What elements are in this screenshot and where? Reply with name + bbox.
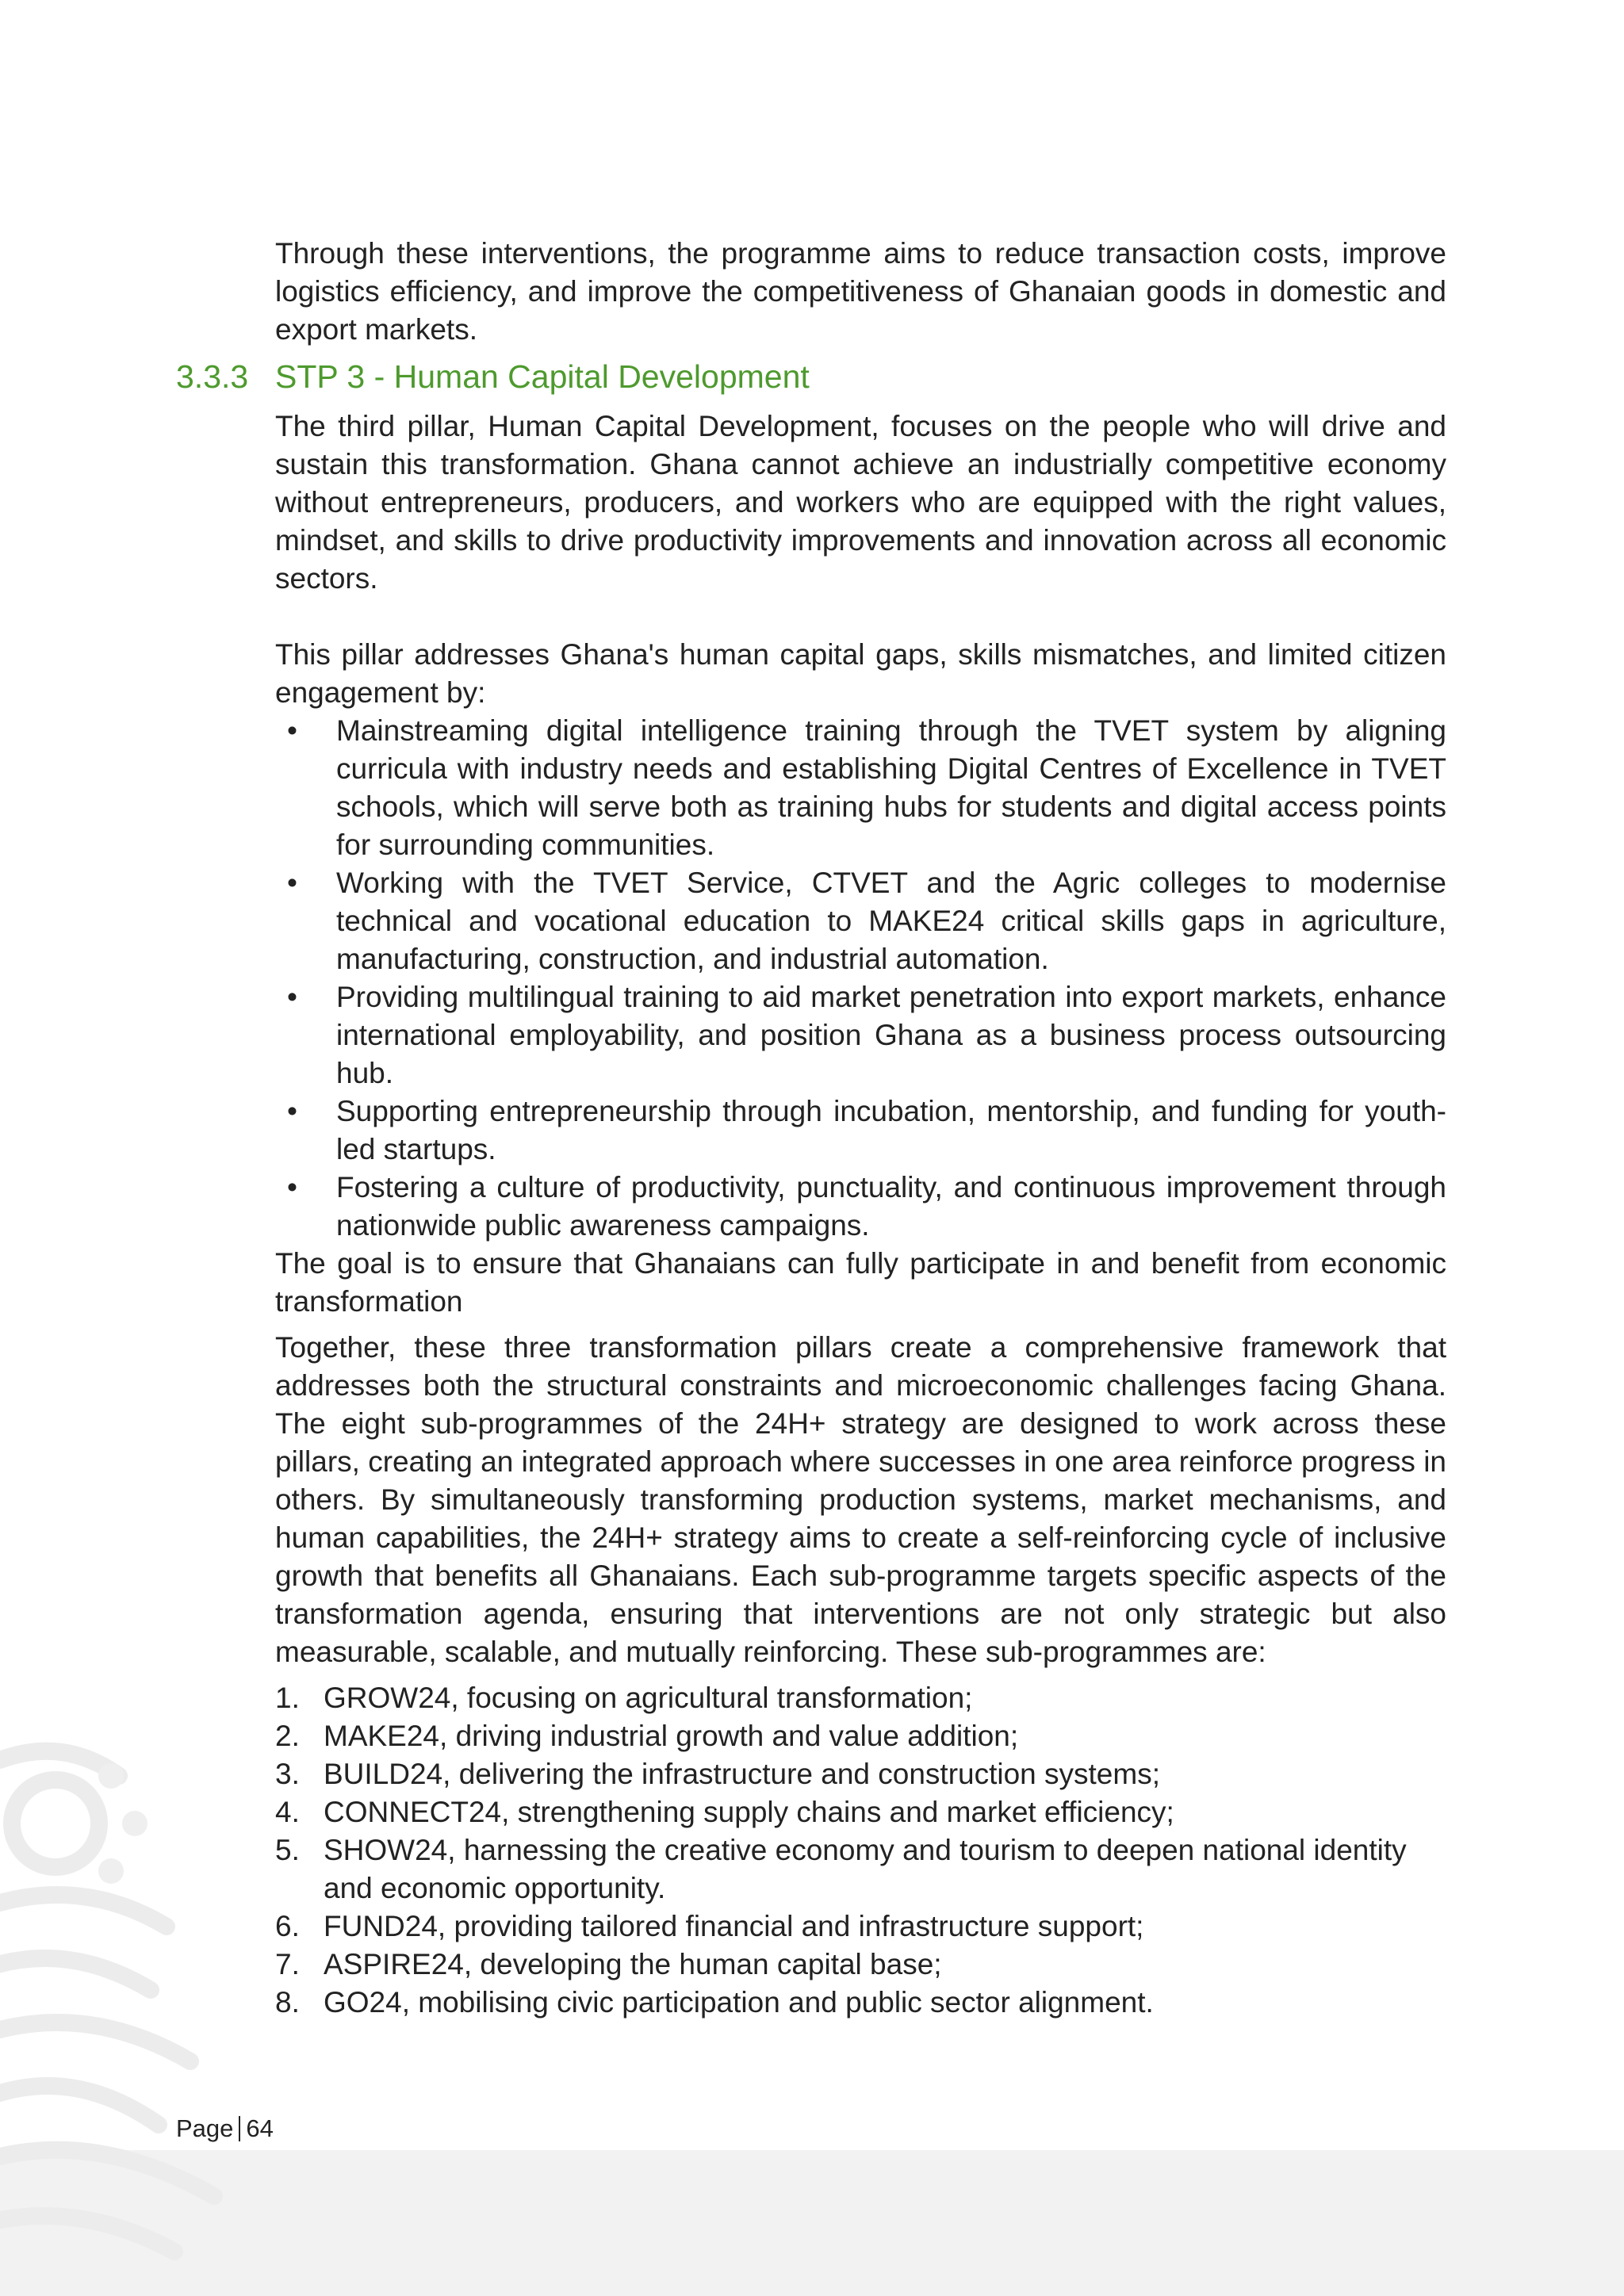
programme-number: 8. xyxy=(275,1986,300,2019)
bullet-glyph: • xyxy=(287,867,297,899)
programme-text: GO24, mobilising civic participation and public sector alignment. xyxy=(324,1986,1154,2019)
programme-item xyxy=(275,1984,1446,2022)
bullet-item xyxy=(275,1169,1446,1245)
bullet-text: Providing multilingual training to aid market penetration into export markets, enhance international employability, and position Ghana as a business process outsourcing hub. xyxy=(336,981,1446,1089)
programme-number: 5. xyxy=(275,1834,300,1866)
bullet-text: Supporting entrepreneurship through incubation, mentorship, and funding for youth-led startups. xyxy=(336,1095,1446,1165)
programme-number: 1. xyxy=(275,1682,300,1714)
programme-item xyxy=(275,1908,1446,1946)
programme-item xyxy=(275,1946,1446,1984)
programme-text: FUND24, providing tailored financial and infrastructure support; xyxy=(324,1910,1144,1942)
programme-item xyxy=(275,1831,1446,1908)
page-separator xyxy=(239,2116,240,2141)
bullet-glyph: • xyxy=(287,714,297,747)
bullet-item xyxy=(275,978,1446,1093)
programme-item xyxy=(275,1679,1446,1717)
programme-number: 7. xyxy=(275,1948,300,1980)
programme-text: CONNECT24, strengthening supply chains and market efficiency; xyxy=(324,1796,1174,1828)
bullet-item xyxy=(275,1093,1446,1169)
bullet-item xyxy=(275,864,1446,978)
programme-item xyxy=(275,1755,1446,1793)
bullet-glyph: • xyxy=(287,1095,297,1127)
programme-text: SHOW24, harnessing the creative economy and tourism to deepen national identity and economic opportunity. xyxy=(324,1834,1407,1904)
intro-paragraph: Through these interventions, the programme aims to reduce transaction costs, improve logistics efficiency, and improve the competitiveness of Ghanaian goods in domestic and export markets. xyxy=(275,237,1446,346)
programme-item xyxy=(275,1793,1446,1831)
programme-text: BUILD24, delivering the infrastructure and construction systems; xyxy=(324,1758,1160,1790)
programme-number: 4. xyxy=(275,1796,300,1828)
bullet-text: Fostering a culture of productivity, punctuality, and continuous improvement through nationwide public awareness campaigns. xyxy=(336,1171,1446,1242)
paragraph-pillar-addresses: This pillar addresses Ghana's human capital gaps, skills mismatches, and limited citizen engagement by: xyxy=(275,638,1446,709)
page-content xyxy=(176,235,1446,2022)
section-title: STP 3 - Human Capital Development xyxy=(275,358,810,395)
paragraph-together: Together, these three transformation pillars create a comprehensive framework that addresses both the structural constraints and microeconomic challenges facing Ghana. The eight sub-programmes of the 24H+ strategy are designed to work across these pillars, creating an integrated approach where successes in one area reinforce progress in others. By simultaneously transforming production systems, market mechanisms, and human capabilities, the 24H+ strategy aims to create a self-reinforcing cycle of inclusive growth that benefits all Ghanaians. Each sub-programme targets specific aspects of the transformation agenda, ensuring that interventions are not only strategic but also measurable, scalable, and mutually reinforcing. These sub-programmes are: xyxy=(275,1331,1446,1668)
section-heading xyxy=(176,355,1446,398)
bullet-text: Mainstreaming digital intelligence training through the TVET system by aligning curricula with industry needs and establishing Digital Centres of Excellence in TVET schools, which will serve both as training hubs for students and digital access points for surrounding communities. xyxy=(336,714,1446,861)
page-number-footer xyxy=(176,2111,274,2146)
watermark-pattern xyxy=(0,1728,238,2296)
programme-text: GROW24, focusing on agricultural transformation; xyxy=(324,1682,973,1714)
programme-text: MAKE24, driving industrial growth and value addition; xyxy=(324,1720,1019,1752)
section-number: 3.3.3 xyxy=(176,358,249,395)
programme-list xyxy=(275,1679,1446,2022)
page-label: Page xyxy=(176,2114,234,2142)
footer-band xyxy=(0,2150,1624,2296)
page-number: 64 xyxy=(246,2114,274,2142)
programme-number: 6. xyxy=(275,1910,300,1942)
bullet-text: Working with the TVET Service, CTVET and the Agric colleges to modernise technical and vocational education to MAKE24 critical skills gaps in agriculture, manufacturing, construction, and industrial automation. xyxy=(336,867,1446,975)
bullet-glyph: • xyxy=(287,981,297,1013)
bullet-glyph: • xyxy=(287,1171,297,1203)
programme-number: 2. xyxy=(275,1720,300,1752)
bullet-item xyxy=(275,712,1446,864)
programme-text: ASPIRE24, developing the human capital base; xyxy=(324,1948,942,1980)
paragraph-goal: The goal is to ensure that Ghanaians can fully participate in and benefit from economic transformation xyxy=(275,1247,1446,1318)
programme-item xyxy=(275,1717,1446,1755)
programme-number: 3. xyxy=(275,1758,300,1790)
paragraph-third-pillar: The third pillar, Human Capital Development, focuses on the people who will drive and sustain this transformation. Ghana cannot achieve an industrially competitive economy without entrepreneurs, producers, and workers who are equipped with the right values, mindset, and skills to drive productivity improvements and innovation across all economic sectors. xyxy=(275,410,1446,595)
bullet-list xyxy=(275,712,1446,1245)
